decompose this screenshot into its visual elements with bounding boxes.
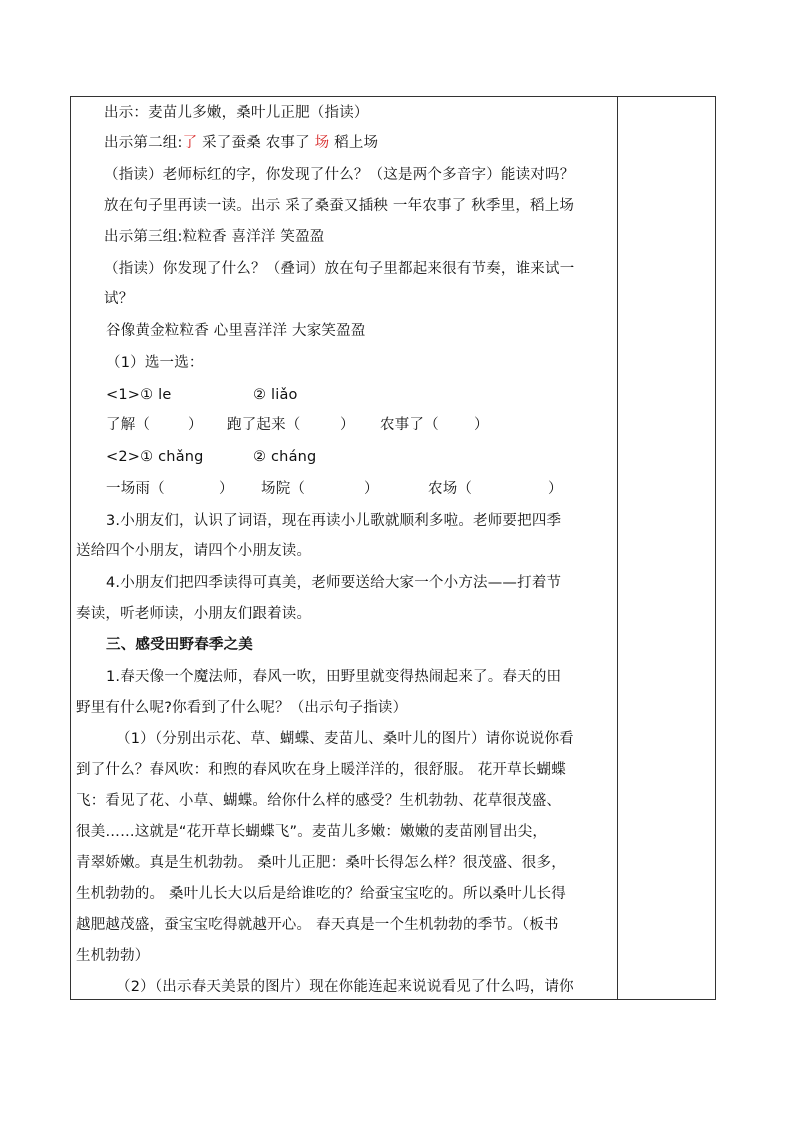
text-line: 青翠娇嫩。真是生机勃勃。 桑叶儿正肥：桑叶长得怎么样？很茂盛、很多，	[76, 855, 566, 871]
text-line: 试？	[104, 291, 134, 307]
text-span: 采了蚕桑 农事了	[197, 135, 315, 151]
text-line: 越肥越茂盛，蚕宝宝吃得就越开心。 春天真是一个生机勃勃的季节。（板书	[76, 917, 559, 933]
text-line: 跑了起来（	[227, 417, 301, 433]
text-line: 农事了（	[380, 417, 439, 433]
text-line: 出示：麦苗儿多嫩，桑叶儿正肥（指读）	[104, 105, 369, 121]
text-line: 放在句子里再读一读。出示 采了桑蚕又插秧 一年农事了 秋季里，稻上场	[104, 198, 575, 214]
text-line: ）	[364, 481, 379, 497]
text-line: 1.春天像一个魔法师，春风一吹，田野里就变得热闹起来了。春天的田	[106, 669, 562, 685]
text-span: 稻上场	[329, 135, 379, 151]
text-line: （指读）你发现了什么？（叠词）放在句子里都起来很有节奏，谁来试一	[104, 261, 575, 277]
text-line: 野里有什么呢?你看到了什么呢？（出示句子指读）	[76, 700, 408, 716]
text-line: ）	[474, 417, 489, 433]
text-line	[253, 447, 316, 467]
text-line: 飞：看见了花、小草、蝴蝶。给你什么样的感受？生机勃勃、花草很茂盛、	[76, 793, 562, 809]
section-heading: 三、感受田野春季之美	[106, 637, 253, 653]
text-line	[253, 385, 298, 405]
text-line: 4.小朋友们把四季读得可真美，老师要送给大家一个小方法——打着节	[106, 575, 562, 591]
text-span: <1>① le	[106, 387, 172, 403]
text-span: <2>① chǎng	[106, 449, 204, 465]
text-line: 3.小朋友们，认识了词语，现在再读小儿歌就顺利多啦。老师要把四季	[106, 513, 562, 529]
text-line: 到了什么？春风吹：和煦的春风吹在身上暖洋洋的，很舒服。 花开草长蝴蝶	[76, 762, 566, 778]
highlighted-char: 场	[314, 135, 330, 151]
text-line	[106, 447, 204, 467]
highlighted-char: 了	[182, 135, 198, 151]
text-line: 很美……这就是“花开草长蝴蝶飞”。麦苗儿多嫩：嫩嫩的麦苗刚冒出尖，	[76, 824, 548, 840]
text-line	[106, 385, 171, 405]
text-line: 农场（	[428, 481, 473, 497]
text-line: （2）（出示春天美景的图片）现在你能连起来说说看见了什么吗，请你	[116, 979, 574, 995]
text-line: 奏读，听老师读，小朋友们跟着读。	[76, 606, 312, 622]
text-span: ② cháng	[253, 449, 317, 465]
text-line: 出示第三组:粒粒香 喜洋洋 笑盈盈	[104, 229, 325, 245]
text-span: 出示第二组:	[104, 135, 183, 151]
text-line: ）	[219, 481, 234, 497]
text-line: 送给四个小朋友，请四个小朋友读。	[76, 543, 312, 559]
text-line: （指读）老师标红的字，你发现了什么？（这是两个多音字）能读对吗？	[104, 167, 575, 183]
text-span: ② liǎo	[253, 387, 298, 403]
text-line: （1）选一选：	[106, 355, 204, 371]
column-divider	[617, 97, 618, 999]
text-line: 生机勃勃的。 桑叶儿长大以后是给谁吃的？给蚕宝宝吃的。所以桑叶儿长得	[76, 886, 566, 902]
text-line	[104, 133, 378, 153]
text-line: ）	[548, 481, 563, 497]
text-line: 生机勃勃）	[76, 948, 150, 964]
text-line: ）	[340, 417, 355, 433]
text-line: 一场雨（	[106, 481, 165, 497]
text-line: （1）（分别出示花、草、蝴蝶、麦苗儿、桑叶儿的图片）请你说说你看	[116, 731, 574, 747]
text-line: 谷像黄金粒粒香 心里喜洋洋 大家笑盈盈	[106, 323, 366, 339]
text-line: 了解（	[106, 417, 151, 433]
text-line: 场院（	[261, 481, 306, 497]
text-line: ）	[188, 417, 203, 433]
